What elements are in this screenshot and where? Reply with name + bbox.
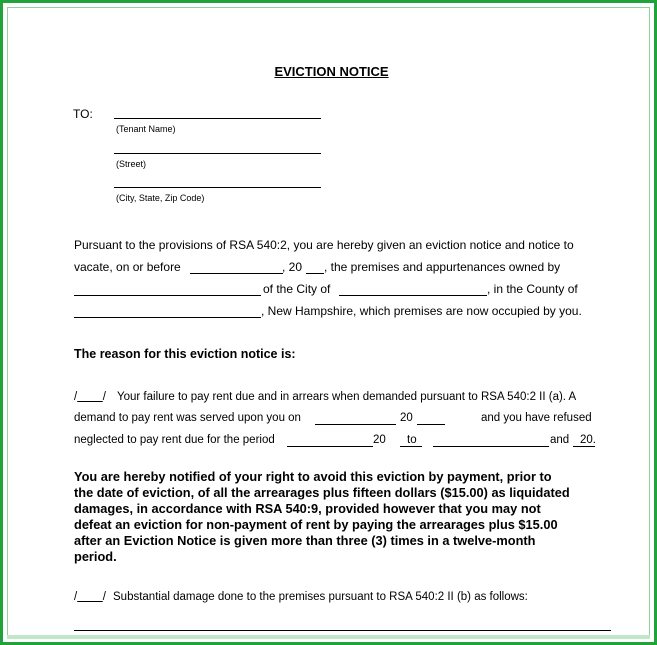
intro-line-2c: , the premises and appurtenances owned by <box>324 260 561 274</box>
reason1-line-2c: and you have refused <box>481 412 592 424</box>
period-start-year-field[interactable] <box>400 446 422 447</box>
intro-line-2b: , 20 <box>282 260 303 274</box>
reason1-line-2b: 20 <box>400 412 413 424</box>
notice-line-1: You are hereby notified of your right to avoid this eviction by payment, prior to <box>74 469 552 484</box>
reason1-checkbox[interactable]: / / <box>74 391 106 403</box>
notice-line-6: period. <box>74 549 117 564</box>
frame-bottom-band <box>7 635 650 639</box>
reason1-line-3d: and <box>550 434 570 446</box>
city-state-zip-caption: (City, State, Zip Code) <box>116 193 205 203</box>
intro-line-1: Pursuant to the provisions of RSA 540:2, you are hereby given an eviction notice and notice to <box>74 238 574 252</box>
reason1-line-3b: 20 <box>373 434 386 446</box>
city-field[interactable] <box>339 295 487 296</box>
document-title: EVICTION NOTICE <box>274 64 389 79</box>
reason-heading: The reason for this eviction notice is: <box>74 347 296 361</box>
demand-year-field[interactable] <box>417 424 445 425</box>
notice-line-3: damages, in accordance with RSA 540:9, provided however that you may not <box>74 501 541 516</box>
county-field[interactable] <box>74 317 261 318</box>
reason1-line-1: Your failure to pay rent due and in arrears when demanded pursuant to RSA 540:2 II (a). A <box>117 391 577 403</box>
tenant-name-field[interactable] <box>114 118 321 119</box>
damage-description-field[interactable] <box>74 630 611 631</box>
reason2-text: Substantial damage done to the premises pursuant to RSA 540:2 II (b) as follows: <box>113 591 528 603</box>
intro-line-4: , New Hampshire, which premises are now occupied by you. <box>261 304 582 318</box>
street-caption: (Street) <box>116 159 147 169</box>
intro-line-3a: of the City of <box>263 282 331 296</box>
notice-line-4: defeat an eviction for non-payment of rent by paying the arrearages plus $15.00 <box>74 517 558 532</box>
period-end-year-field[interactable] <box>573 446 595 447</box>
city-state-zip-field[interactable] <box>114 187 321 188</box>
owner-field[interactable] <box>74 295 261 296</box>
intro-line-2a: vacate, on or before <box>74 260 181 274</box>
intro-line-3b: , in the County of <box>487 282 578 296</box>
reason1-line-2a: demand to pay rent was served upon you on <box>74 412 301 424</box>
notice-line-5: after an Eviction Notice is given more than three (3) times in a twelve-month <box>74 533 536 548</box>
tenant-name-caption: (Tenant Name) <box>116 124 176 134</box>
reason1-line-3c: to <box>407 434 417 446</box>
reason2-checkbox[interactable]: / / <box>74 591 106 603</box>
to-label: TO: <box>73 107 93 121</box>
period-end-field[interactable] <box>433 446 549 447</box>
reason1-line-3e: 20. <box>580 434 596 446</box>
vacate-year-field[interactable] <box>306 273 324 274</box>
reason1-line-3a: neglected to pay rent due for the period <box>74 434 275 446</box>
period-start-field[interactable] <box>287 446 373 447</box>
demand-date-field[interactable] <box>315 424 396 425</box>
street-field[interactable] <box>114 153 321 154</box>
vacate-date-field[interactable] <box>190 273 283 274</box>
notice-line-2: the date of eviction, of all the arrearages plus fifteen dollars ($15.00) as liquidated <box>74 485 570 500</box>
